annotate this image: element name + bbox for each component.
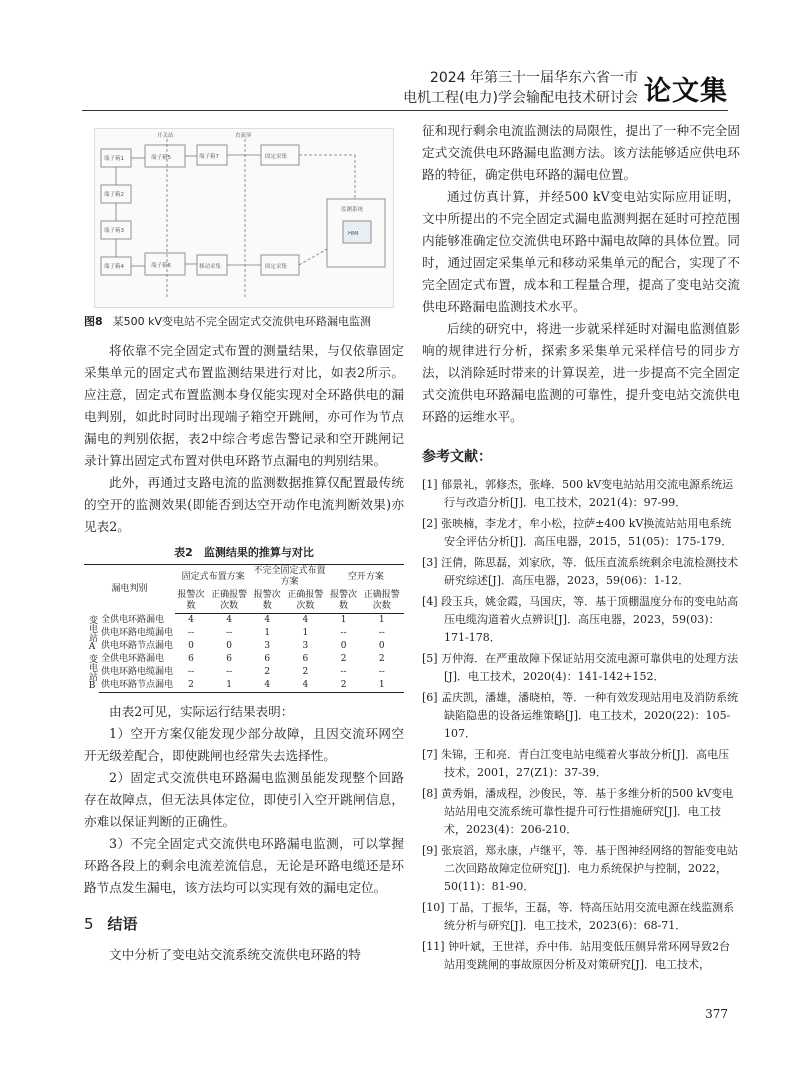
- paragraph: 后续的研究中，将进一步就采样延时对漏电监测值影响的规律进行分析，探索多采集单元采样信号的同步方法，以消除延时带来的计算误差，进一步提高不完全固定式交流供电环路漏电监测的可靠性，提升变电站交流供电环路的运维水平。: [422, 321, 740, 424]
- col-sub: 报警次数: [251, 589, 283, 614]
- fig-label-fixed-2: 固定采集: [265, 264, 288, 270]
- cell: 2: [175, 679, 207, 693]
- reference-item: [6] 孟庆凯，潘雄，潘晓柏，等．一种有效发现站用电及消防系统缺陷隐患的设备运维策略[J]．电工技术，2020(22)：105-107．: [422, 691, 739, 740]
- cell: 0: [188, 641, 194, 651]
- cell: 4: [302, 615, 309, 625]
- references-heading: 参考文献：: [422, 449, 492, 465]
- row-group-a: 变电站A: [87, 614, 97, 652]
- figure-caption-text: 某500 kV变电站不完全固定式交流供电环路漏电监测: [112, 315, 372, 328]
- cell: 1: [378, 615, 385, 625]
- reference-item: [2] 张映楠，李龙才，牟小松，拉萨±400 kV换流站站用电系统安全评估分析[J]．高压电器，2015，51(05)：175-179．: [422, 517, 733, 548]
- right-column: [422, 120, 740, 977]
- row-label: 供电环路电缆漏电: [101, 667, 174, 677]
- fig-label-fixed-1: 固定采集: [265, 154, 288, 160]
- paragraph: 将依靠不完全固定式布置的测量结果，与仅依靠固定采集单元的固定式布置监测结果进行对比，如表2所示。应注意，固定式布置监测本身仅能实现对全环路供电的漏电判别，如此时同时出现端子箱空开跳闸，亦可作为节点漏电的判别依据，表2中综合考虑告警记录和空开跳闸记录计算出固定式布置对供电环路节点漏电的判别结果。: [84, 343, 404, 468]
- cell: 3: [302, 641, 309, 651]
- row-label: 全供电环路漏电: [101, 654, 165, 664]
- cell: 6: [302, 654, 309, 664]
- cell: 2: [264, 667, 271, 677]
- table-row: [84, 627, 404, 640]
- table-row: [84, 640, 404, 653]
- figure-caption: [84, 314, 404, 330]
- cell: 0: [378, 641, 385, 651]
- cell: --: [226, 628, 233, 638]
- figure-number: 图8: [84, 315, 103, 328]
- col-sub: 正确报警次数: [283, 589, 327, 614]
- cell: 1: [302, 628, 309, 638]
- reference-item: [5] 万仲海．在严重故障下保证站用交流电源可靠供电的处理方法[J]．电工技术，2020(4)：141-142+152．: [422, 652, 739, 683]
- fig-label-box7: 端子箱7: [199, 154, 219, 160]
- cell: 4: [264, 615, 271, 625]
- fig-label-mobile: 移动采集: [199, 264, 222, 270]
- header-lines: [403, 68, 638, 108]
- fig-label-box4: 端子箱4: [104, 264, 124, 270]
- cell: 6: [226, 654, 232, 664]
- left-column: [84, 120, 404, 966]
- col-header-leak: 漏电判别: [84, 565, 175, 614]
- section-number: 5: [84, 915, 94, 933]
- col-group-breaker: 空开方案: [328, 565, 404, 590]
- cell: 6: [188, 654, 194, 664]
- header-collection-title: 论文集: [644, 75, 728, 107]
- cell: 1: [360, 679, 404, 693]
- cell: --: [378, 628, 385, 638]
- cell: 2: [378, 654, 385, 664]
- cell: --: [340, 667, 347, 677]
- table-title: 表2 监测结果的推算与对比: [174, 546, 314, 559]
- col-sub: 正确报警次数: [360, 589, 404, 614]
- reference-item: [7] 朱锦，王和亮．青白江变电站电缆着火事故分析[J]．高电压技术，2001，27(Z1)：37-39．: [422, 748, 730, 779]
- fig-label-box6: 端子箱6: [151, 263, 171, 269]
- section-heading: [84, 913, 404, 934]
- fig-label-hmi: HMI: [348, 231, 359, 237]
- cell: 0: [226, 641, 232, 651]
- fig-label-box2: 端子箱2: [104, 192, 124, 198]
- header-line-2: 电机工程(电力)学会输配电技术研讨会: [403, 90, 638, 106]
- cell: 2: [328, 679, 360, 693]
- table-row: [84, 653, 404, 666]
- header-line-1: 2024 年第三十一届华东六省一市: [429, 70, 638, 86]
- reference-item: [1] 郁景礼，郭修杰，张峰．500 kV变电站站用交流电源系统运行与改造分析[J]．电工技术，2021(4)：97-99．: [422, 478, 734, 509]
- col-sub: 报警次数: [328, 589, 360, 614]
- cell: 4: [188, 615, 194, 625]
- row-label: 全供电环路漏电: [101, 614, 165, 625]
- cell: 4: [251, 679, 283, 693]
- col-sub: 报警次数: [175, 589, 207, 614]
- cell: 4: [226, 615, 232, 625]
- header-rule: [82, 110, 728, 111]
- col-sub: 正确报警次数: [207, 589, 251, 614]
- cell: --: [226, 667, 233, 677]
- running-header: [403, 68, 728, 108]
- cell: 2: [302, 667, 309, 677]
- row-label: 供电环路节点漏电: [101, 641, 174, 651]
- col-group-fixed: 固定式布置方案: [175, 565, 251, 590]
- fig-label-box3: 端子箱3: [104, 228, 124, 234]
- paragraph: 文中分析了变电站交流系统交流供电环路的特: [109, 947, 361, 962]
- cell: 1: [207, 679, 251, 693]
- row-label: 供电环路电缆漏电: [101, 628, 174, 638]
- reference-item: [3] 汪倩，陈思磊，刘家欣，等．低压直流系统剩余电流检测技术研究综述[J]．高压电器，2023，59(06)：1-12．: [422, 556, 739, 587]
- paragraph: 此外，再通过支路电流的监测数据推算仅配置最传统的空开的监测效果(即能否到达空开动作电流判断效果)亦见表2。: [84, 475, 404, 534]
- table-header-row: [84, 565, 404, 590]
- col-group-partial: 不完全固定式布置方案: [251, 565, 327, 590]
- fig-label-monitor: 监测系统: [341, 207, 364, 213]
- reference-item: [4] 段玉兵，姚金霞，马国庆，等．基于顶棚温度分布的变电站高压电缆沟道着火点辨识[J]．高压电器，2023，59(03)：171-178．: [422, 595, 739, 644]
- fig-label-zhiliuping: 直流屏: [235, 133, 252, 139]
- page-number: 377: [705, 1007, 728, 1021]
- table-row: [84, 614, 404, 628]
- wiring-diagram: [95, 129, 395, 309]
- cell: 0: [340, 641, 347, 651]
- row-group-b: 变电站B: [87, 654, 97, 692]
- cell: 3: [264, 641, 271, 651]
- reference-item: [8] 黄秀娟，潘成程，沙俊民，等．基于多维分析的500 kV变电站站用电交流系统可靠性提升可行性措施研究[J]．电工技术，2023(4)：206-210．: [422, 787, 734, 836]
- references-list: [422, 476, 740, 974]
- table-row: [84, 666, 404, 679]
- reference-item: [9] 张宸滔，郑永康，卢继平，等．基于图神经网络的智能变电站二次回路故障定位研究[J]．电力系统保护与控制，2022，50(11)：81-90．: [422, 844, 739, 893]
- paragraph: 3）不完全固定式交流供电环路漏电监测，可以掌握环路各段上的剩余电流差流信息，无论是环路电缆还是环路节点发生漏电，该方法均可以实现有效的漏电定位。: [84, 836, 404, 895]
- paragraph: 征和现行剩余电流监测法的局限性，提出了一种不完全固定式交流供电环路漏电监测方法。该方法能够适应供电环路的特征，确定供电环路的漏电位置。: [422, 123, 740, 182]
- cell: 1: [264, 628, 271, 638]
- figure-8: [94, 128, 394, 308]
- paragraph: 通过仿真计算，并经500 kV变电站实际应用证明，文中所提出的不完全固定式漏电监测判据在延时可控范围内能够准确定位交流供电环路中漏电故障的具体位置。同时，通过固定采集单元和移动采集单元的配合，实现了不完全固定式布置，成本和工程量合理，提高了变电站交流供电环路漏电监测技术水平。: [422, 189, 740, 314]
- results-table: [84, 564, 404, 693]
- paragraph: 由表2可见，实际运行结果表明：: [109, 704, 294, 719]
- cell: 1: [340, 615, 347, 625]
- row-label: 供电环路节点漏电: [99, 679, 175, 693]
- cell: 4: [283, 679, 327, 693]
- cell: --: [187, 628, 194, 638]
- cell: --: [187, 667, 194, 677]
- section-title: 结语: [107, 915, 138, 933]
- reference-item: [11] 钟叶斌，王世祥，乔中伟．站用变低压侧异常环网导致2台站用变跳闸的事故原因分析及对策研究[J]．电工技术，: [422, 940, 731, 971]
- paragraph: 2）固定式交流供电环路漏电监测虽能发现整个回路存在故障点，但无法具体定位，即使引入空开跳闸信息，亦难以保证判断的正确性。: [84, 770, 404, 829]
- paragraph: 1）空开方案仅能发现少部分故障，且因交流环网空开无级差配合，即使跳闸也经常失去选择性。: [84, 726, 404, 763]
- cell: 2: [340, 654, 347, 664]
- fig-label-kaiguanzhan: 开关站: [157, 133, 174, 139]
- cell: --: [378, 667, 385, 677]
- fig-label-box1: 端子箱1: [104, 156, 124, 162]
- cell: 6: [264, 654, 271, 664]
- reference-item: [10] 丁晶，丁振华，王磊，等．特高压站用交流电源在线监测系统分析与研究[J]．电工技术，2023(6)：68-71．: [422, 901, 735, 932]
- table-row: [84, 679, 404, 693]
- fig-label-box5: 端子箱5: [151, 155, 171, 161]
- cell: --: [340, 628, 347, 638]
